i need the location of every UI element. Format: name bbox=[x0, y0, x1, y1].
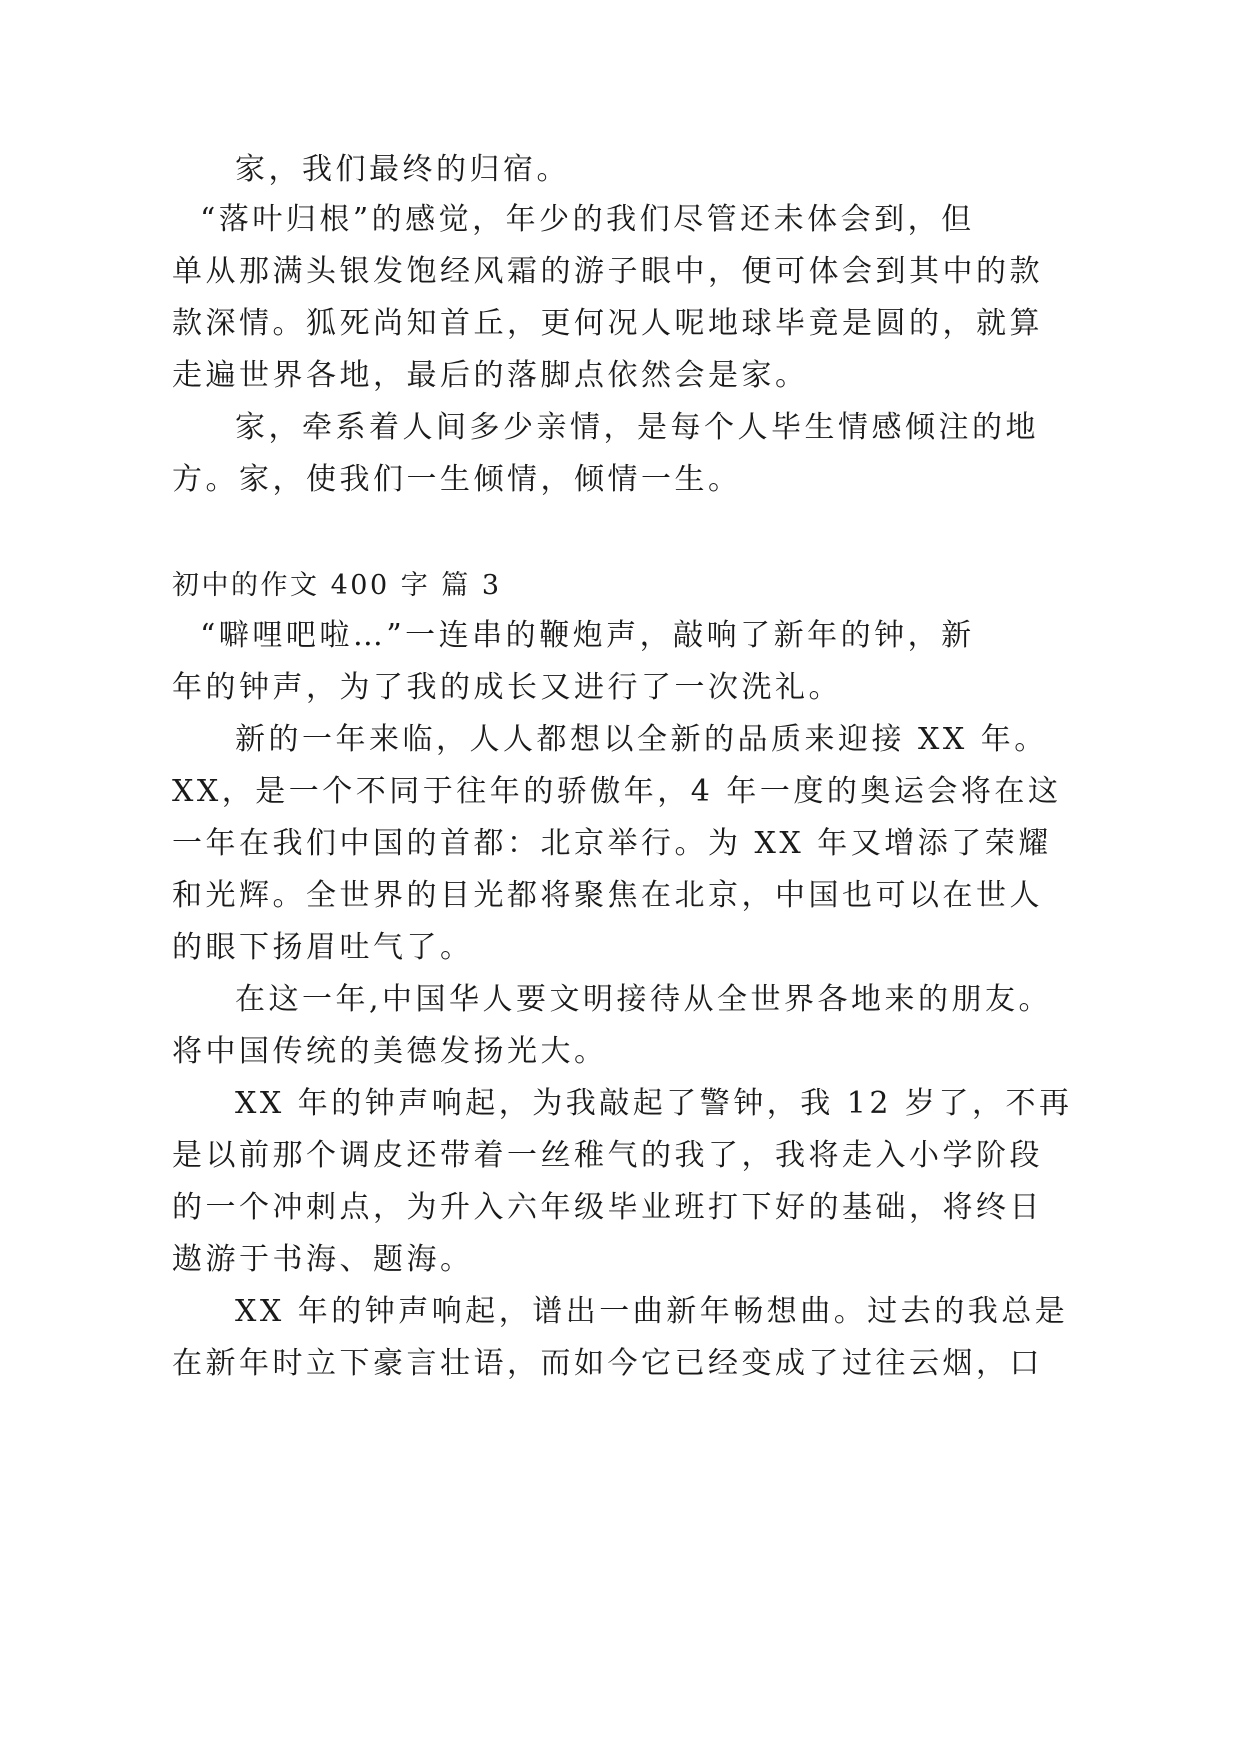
text-line: 方。家，使我们一生倾情，倾情一生。 bbox=[172, 462, 742, 497]
text-line: 走遍世界各地，最后的落脚点依然会是家。 bbox=[172, 358, 809, 393]
text-line: 和光辉。全世界的目光都将聚焦在北京，中国也可以在世人 bbox=[172, 878, 1043, 913]
text-line: XX 年的钟声响起，谱出一曲新年畅想曲。过去的我总是 bbox=[235, 1294, 1069, 1329]
text-line: 的一个冲刺点，为升入六年级毕业班打下好的基础，将终日 bbox=[172, 1190, 1043, 1225]
text-line: “噼哩吧啦…”一连串的鞭炮声，敲响了新年的钟，新 bbox=[200, 618, 975, 653]
text-line: 在新年时立下豪言壮语，而如今它已经变成了过往云烟，口 bbox=[172, 1346, 1043, 1381]
text-line: 是以前那个调皮还带着一丝稚气的我了，我将走入小学阶段 bbox=[172, 1138, 1043, 1173]
text-line: 家，牵系着人间多少亲情，是每个人毕生情感倾注的地 bbox=[235, 410, 1039, 445]
text-line: 家，我们最终的归宿。 bbox=[235, 152, 570, 187]
text-line: 新的一年来临，人人都想以全新的品质来迎接 XX 年。 bbox=[235, 722, 1048, 757]
text-line: XX，是一个不同于往年的骄傲年，4 年一度的奥运会将在这 bbox=[172, 774, 1062, 809]
text-line: XX 年的钟声响起，为我敲起了警钟，我 12 岁了，不再 bbox=[235, 1086, 1073, 1121]
text-line: 款深情。狐死尚知首丘，更何况人呢地球毕竟是圆的，就算 bbox=[172, 306, 1043, 341]
text-line: 一年在我们中国的首都：北京举行。为 XX 年又增添了荣耀 bbox=[172, 826, 1052, 861]
text-line: 在这一年,中国华人要文明接待从全世界各地来的朋友。 bbox=[235, 982, 1053, 1017]
text-line: 遨游于书海、题海。 bbox=[172, 1242, 474, 1277]
text-line: “落叶归根”的感觉，年少的我们尽管还未体会到，但 bbox=[200, 202, 975, 237]
text-line: 将中国传统的美德发扬光大。 bbox=[172, 1034, 608, 1069]
text-line: 单从那满头银发饱经风霜的游子眼中，便可体会到其中的款 bbox=[172, 254, 1043, 289]
section-heading: 初中的作文 400 字 篇 3 bbox=[172, 570, 502, 601]
text-line: 年的钟声，为了我的成长又进行了一次洗礼。 bbox=[172, 670, 842, 705]
text-line: 的眼下扬眉吐气了。 bbox=[172, 930, 474, 965]
